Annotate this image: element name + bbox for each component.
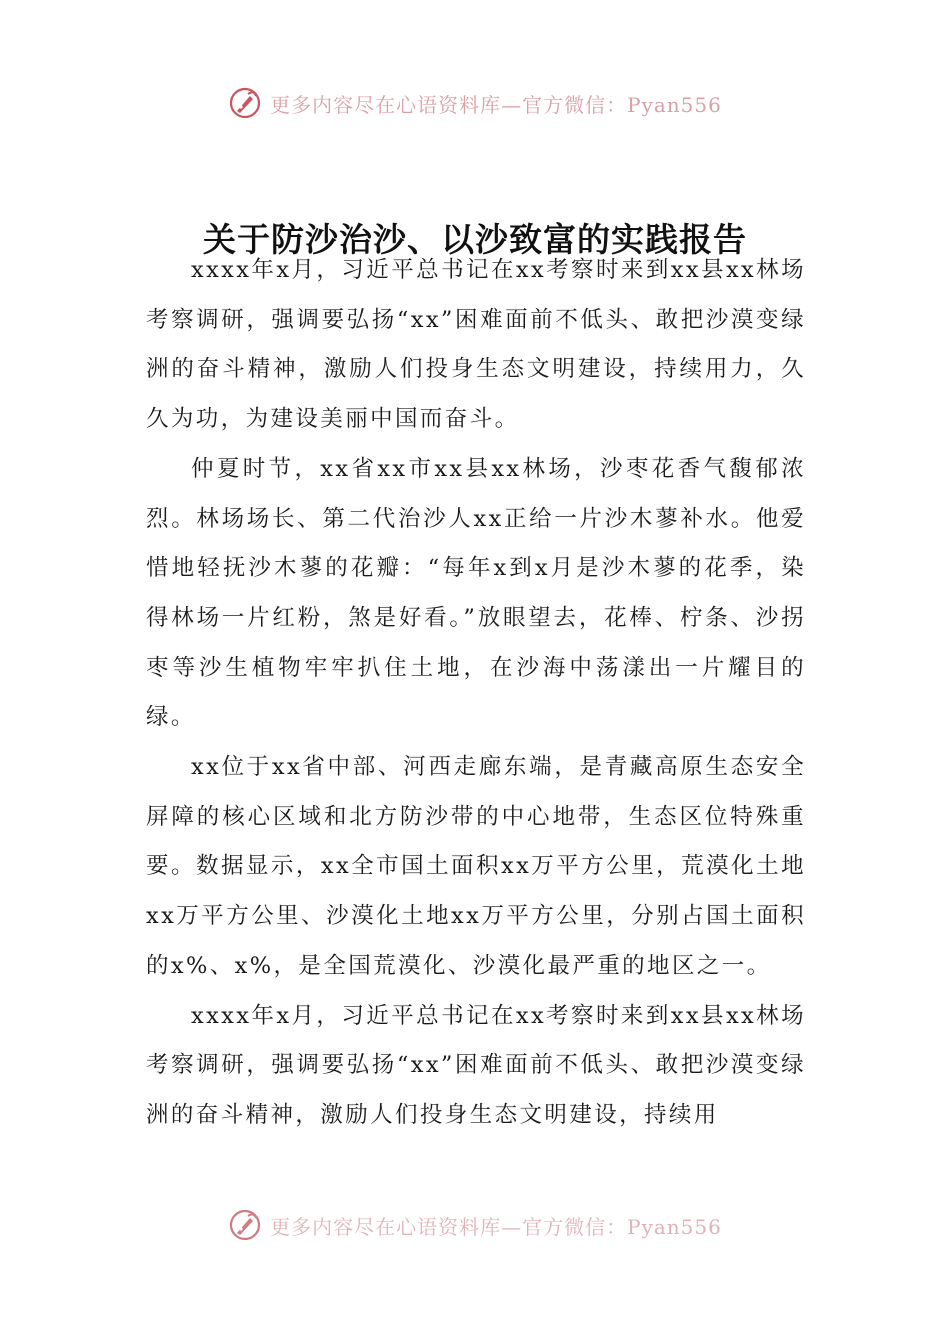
pen-nib-circle-icon bbox=[228, 86, 262, 120]
paragraph: xx位于xx省中部、河西走廊东端，是青藏高原生态安全屏障的核心区域和北方防沙带的中心地带，生态区位特殊重要。数据显示，xx全市国土面积xx万平方公里，荒漠化土地xx万平方公里、沙漠化土地xx万平方公里，分别占国土面积的x%、x%，是全国荒漠化、沙漠化最严重的地区之一。 bbox=[146, 754, 806, 979]
header-watermark bbox=[0, 86, 950, 120]
footer-watermark bbox=[0, 1208, 950, 1242]
document-body bbox=[146, 246, 806, 1141]
paragraph: 仲夏时节，xx省xx市xx县xx林场，沙枣花香气馥郁浓烈。林场场长、第二代治沙人xx正给一片沙木蓼补水。他爱惜地轻抚沙木蓼的花瓣：“每年x到x月是沙木蓼的花季，染得林场一片红粉，煞是好看。”放眼望去，花棒、柠条、沙拐枣等沙生植物牢牢扒住土地，在沙海中荡漾出一片耀目的绿。 bbox=[146, 455, 806, 731]
pen-nib-circle-icon bbox=[228, 1208, 262, 1242]
paragraph: xxxx年x月，习近平总书记在xx考察时来到xx县xx林场考察调研，强调要弘扬“xx”困难面前不低头、敢把沙漠变绿洲的奋斗精神，激励人们投身生态文明建设，持续用 bbox=[146, 1002, 806, 1128]
paragraph: xxxx年x月，习近平总书记在xx考察时来到xx县xx林场考察调研，强调要弘扬“xx”困难面前不低头、敢把沙漠变绿洲的奋斗精神，激励人们投身生态文明建设，持续用力，久久为功，为建设美丽中国而奋斗。 bbox=[146, 257, 806, 433]
watermark-text: 更多内容尽在心语资料库—官方微信：Pyan556 bbox=[270, 92, 722, 117]
watermark-text: 更多内容尽在心语资料库—官方微信：Pyan556 bbox=[270, 1214, 722, 1239]
document-title: 关于防沙治沙、以沙致富的实践报告 bbox=[203, 220, 747, 260]
